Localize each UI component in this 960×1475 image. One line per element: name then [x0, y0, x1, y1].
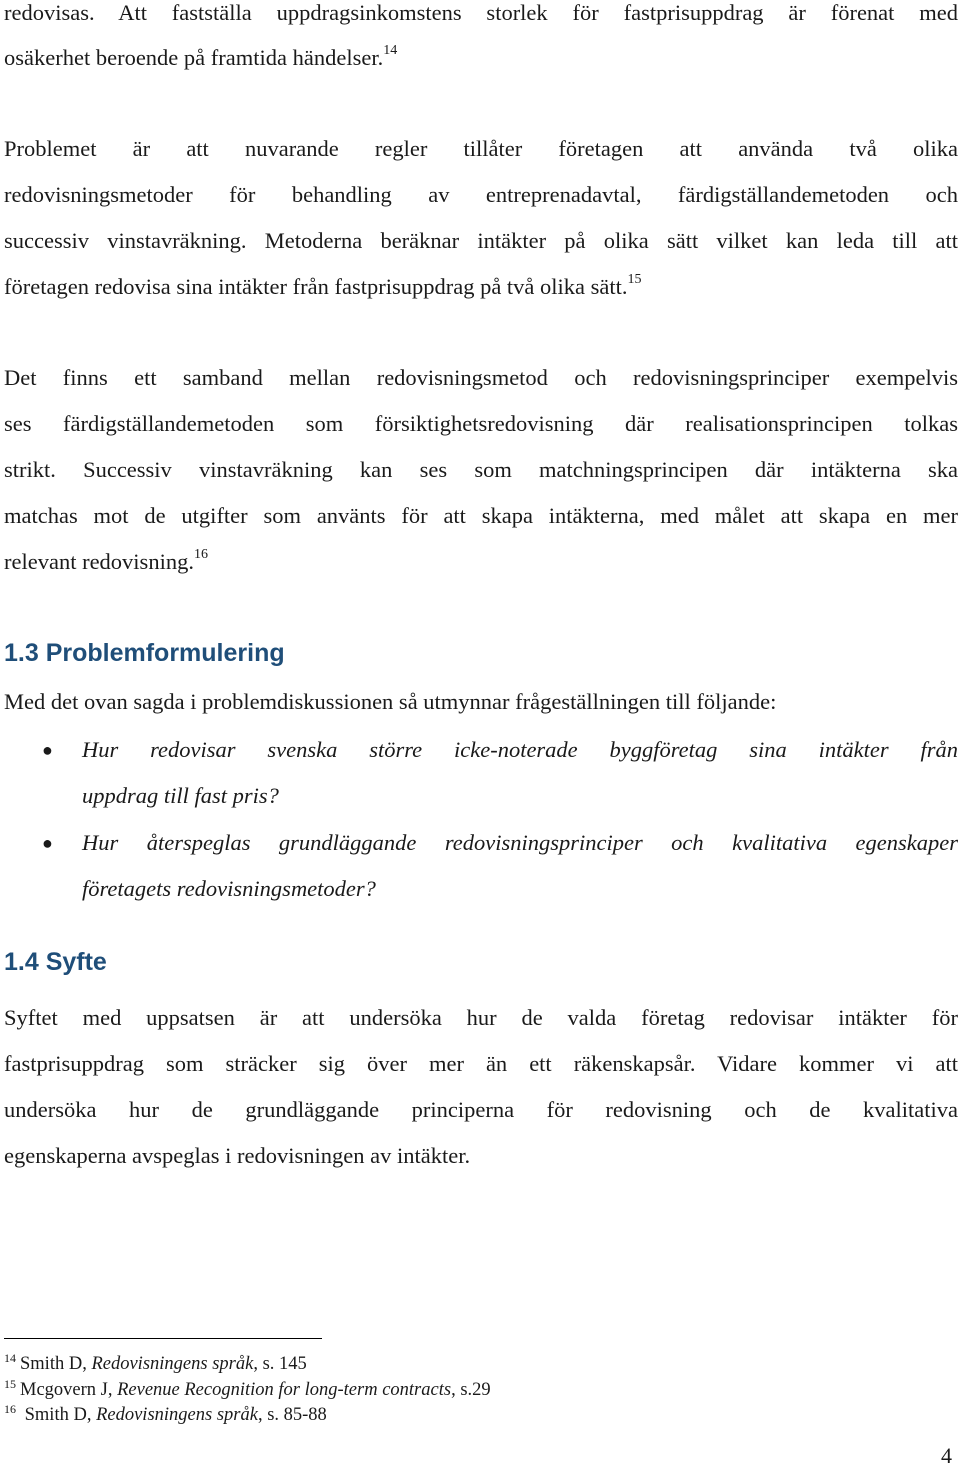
page-number: 4 [941, 1443, 952, 1468]
question-2-line2: företagets redovisningsmetoder? [82, 876, 376, 901]
footnote-author: Mcgovern J, [20, 1380, 113, 1400]
text-line: redovisningsmetoder för behandling av entreprenadavtal, färdigställandemetoden och [4, 182, 958, 207]
footnote-number: 15 [4, 1376, 16, 1391]
bullet-icon: ● [42, 740, 53, 760]
footnote-number: 16 [4, 1401, 16, 1416]
text-line: fastprisuppdrag som sträcker sig över mer än ett räkenskapsår. Vidare kommer vi att [4, 1051, 958, 1076]
footnote-author: Smith D, [20, 1354, 87, 1374]
text-line: Syftet med uppsatsen är att undersöka hur de valda företag redovisar intäkter för [4, 1005, 958, 1030]
footnote-ref-pages: , s. 145 [253, 1354, 307, 1374]
footnote-number: 14 [4, 1350, 16, 1365]
text-line: egenskaperna avspeglas i redovisningen av intäkter. [4, 1143, 471, 1168]
text-line: Problemet är att nuvarande regler tillåter företagen att använda två olika [4, 136, 958, 161]
question-1-line1: Hur redovisar svenska större icke-noterade byggföretag sina intäkter från [82, 737, 958, 762]
text-line: Med det ovan sagda i problemdiskussionen så utmynnar frågeställningen till följande: [4, 689, 777, 714]
text-line: redovisas. Att fastställa uppdragsinkomstens storlek för fastprisuppdrag är förenat med [4, 0, 958, 25]
text-line: strikt. Successiv vinstavräkning kan ses som matchningsprincipen där intäkterna ska [4, 457, 958, 482]
footnote-14 [4, 1351, 307, 1377]
footnote-ref: 14 [383, 42, 398, 58]
question-2-line1: Hur återspeglas grundläggande redovisningsprinciper och kvalitativa egenskaper [82, 830, 958, 855]
text-line [4, 539, 208, 585]
text-line: successiv vinstavräkning. Metoderna beräknar intäkter på olika sätt vilket kan leda till att [4, 228, 958, 253]
footnote-15 [4, 1377, 491, 1403]
footnote-author: Smith D, [20, 1405, 92, 1425]
footnote-title: Redovisningens språk [91, 1354, 254, 1374]
footnote-ref-pages: , s.29 [451, 1380, 491, 1400]
question-1-line2: uppdrag till fast pris? [82, 783, 279, 808]
section-heading-1-3: 1.3 Problemformulering [4, 639, 285, 667]
text-span: relevant redovisning. [4, 549, 194, 574]
footnote-divider [4, 1338, 322, 1339]
text-line: Det finns ett samband mellan redovisningsmetod och redovisningsprinciper exempelvis [4, 365, 958, 390]
text-line: undersöka hur de grundläggande principerna för redovisning och de kvalitativa [4, 1097, 958, 1122]
bullet-icon: ● [42, 833, 53, 853]
footnote-16 [4, 1402, 327, 1428]
footnote-ref-pages: , s. 85-88 [257, 1405, 327, 1425]
footnote-title: Redovisningens språk [96, 1405, 258, 1425]
section-heading-1-4: 1.4 Syfte [4, 948, 107, 976]
text-span: företagen redovisa sina intäkter från fastprisuppdrag på två olika sätt. [4, 274, 628, 299]
footnote-title: Revenue Recognition for long-term contracts [117, 1380, 452, 1400]
text-line [4, 264, 642, 310]
text-line: ses färdigställandemetoden som försiktighetsredovisning där realisationsprincipen tolkas [4, 411, 958, 436]
text-line [4, 35, 397, 81]
text-span: osäkerhet beroende på framtida händelser. [4, 45, 384, 70]
text-line: matchas mot de utgifter som använts för att skapa intäkterna, med målet att skapa en mer [4, 503, 958, 528]
footnote-ref: 15 [627, 271, 642, 287]
footnote-ref: 16 [193, 546, 208, 562]
